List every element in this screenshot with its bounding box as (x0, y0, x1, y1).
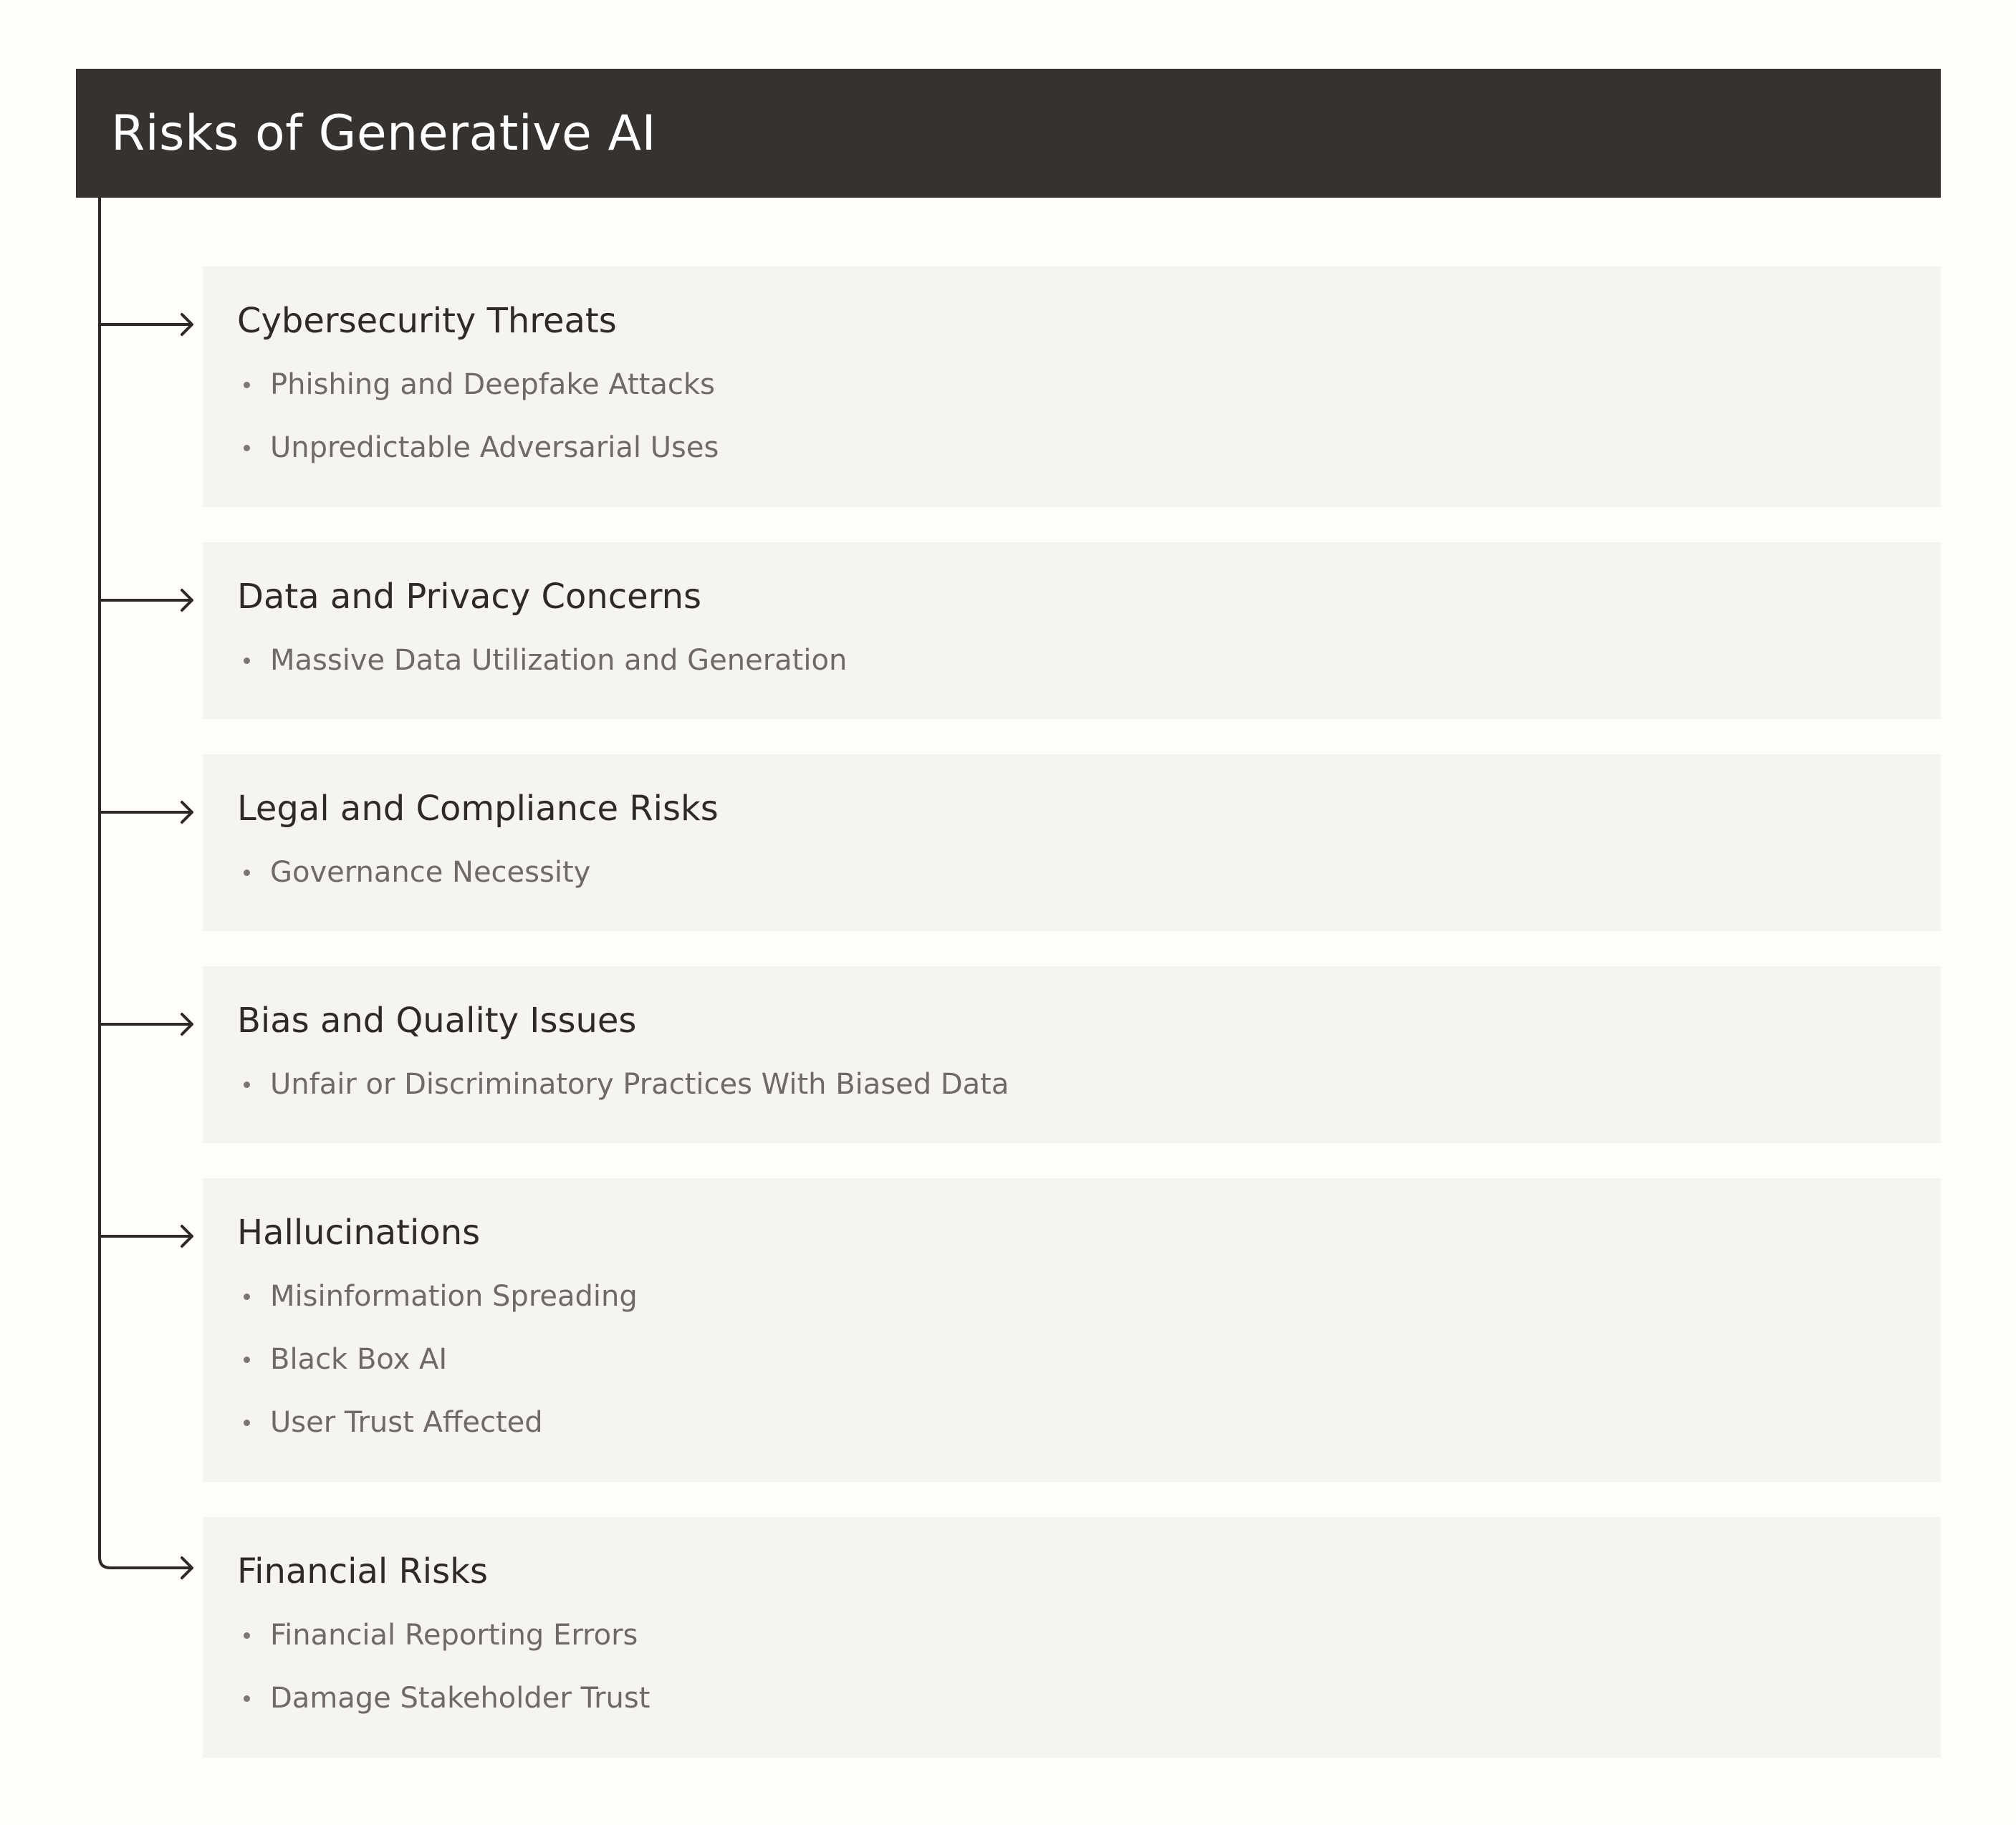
bullet-icon (244, 870, 250, 876)
category-item-text: Unpredictable Adversarial Uses (270, 431, 719, 464)
arrow-right-icon (182, 314, 192, 334)
category-title: Cybersecurity Threats (237, 301, 617, 341)
bullet-icon (244, 1357, 250, 1363)
bullet-icon (244, 1294, 250, 1300)
category-card (203, 1178, 1941, 1482)
category-item-text: Misinformation Spreading (270, 1280, 638, 1313)
connector-trunk (100, 198, 192, 1568)
category-item (237, 431, 719, 464)
category-item (237, 1068, 1009, 1101)
bullet-icon (244, 1632, 250, 1639)
bullet-icon (244, 658, 250, 664)
arrow-right-icon (182, 1014, 192, 1034)
category-item-text: Damage Stakeholder Trust (270, 1682, 651, 1715)
category-card (203, 1517, 1941, 1758)
bullet-icon (244, 1695, 250, 1702)
category-item (237, 856, 590, 889)
category-item (237, 1619, 638, 1652)
category-item-text: Financial Reporting Errors (270, 1619, 638, 1652)
category-card (203, 266, 1941, 507)
category-item-text: Black Box AI (270, 1343, 448, 1376)
category-item-text: Massive Data Utilization and Generation (270, 644, 848, 677)
category-title: Bias and Quality Issues (237, 1001, 637, 1041)
category-item (237, 1343, 447, 1376)
category-item (237, 368, 715, 401)
diagram-title: Risks of Generative AI (111, 105, 657, 162)
category-item (237, 1280, 638, 1313)
category-card (203, 542, 1941, 719)
diagram-header (76, 69, 1941, 198)
bullet-icon (244, 1420, 250, 1426)
arrow-right-icon (182, 1558, 192, 1578)
arrow-right-icon (182, 802, 192, 822)
category-item-text: User Trust Affected (270, 1406, 543, 1439)
connector-branches (100, 314, 192, 1578)
bullet-icon (244, 445, 250, 451)
category-item (237, 1406, 543, 1439)
arrow-right-icon (182, 1226, 192, 1246)
category-title: Financial Risks (237, 1551, 488, 1592)
category-item (237, 644, 847, 677)
arrow-right-icon (182, 590, 192, 610)
category-title: Data and Privacy Concerns (237, 577, 702, 617)
category-item-text: Governance Necessity (270, 856, 591, 889)
bullet-icon (244, 1082, 250, 1088)
category-item (237, 1682, 650, 1715)
category-title: Hallucinations (237, 1213, 481, 1253)
bullet-icon (244, 382, 250, 388)
category-card (203, 754, 1941, 931)
category-item-text: Phishing and Deepfake Attacks (270, 368, 715, 401)
category-item-text: Unfair or Discriminatory Practices With Biased Data (270, 1068, 1009, 1101)
category-title: Legal and Compliance Risks (237, 789, 719, 829)
category-card (203, 966, 1941, 1143)
